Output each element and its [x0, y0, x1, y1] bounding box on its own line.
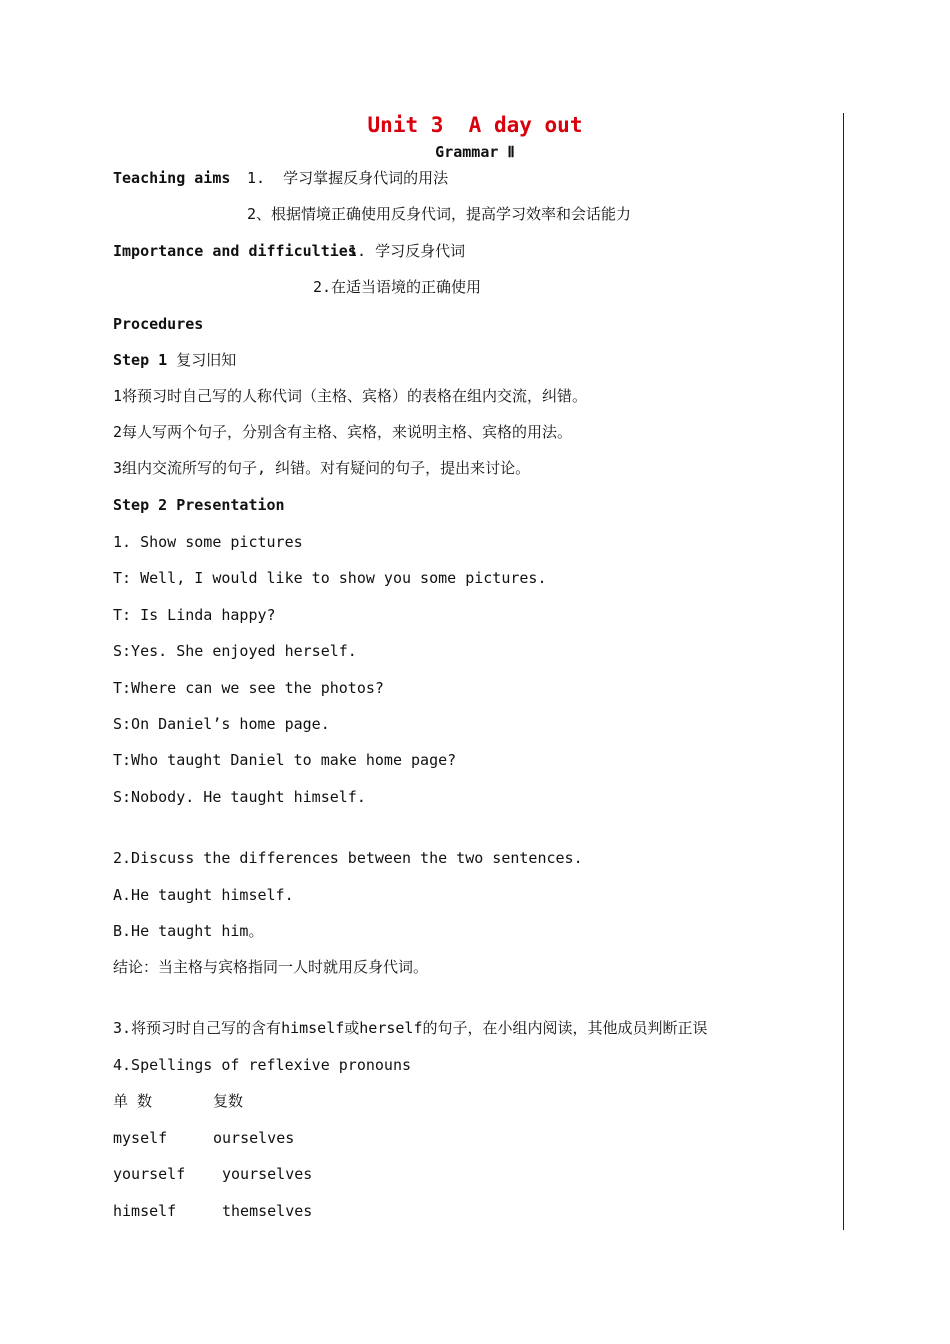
conclusion-line: 结论：当主格与宾格指同一人时就用反身代词。 — [113, 958, 429, 976]
procedure-item-4: 4.Spellings of reflexive pronouns — [113, 1056, 412, 1074]
step1-label: Step 1 — [113, 351, 168, 369]
step2-line: S:On Daniel’s home page. — [113, 715, 330, 733]
importance-item-1: 1. 学习反身代词 — [339, 242, 466, 260]
teaching-aim-1: 1. 学习掌握反身代词的用法 — [247, 169, 449, 187]
step2-line: T:Where can we see the photos? — [113, 679, 384, 697]
discuss-line: A.He taught himself. — [113, 886, 294, 904]
importance-label: Importance and difficulties — [113, 242, 357, 260]
step2-line: S:Yes. She enjoyed herself. — [113, 642, 357, 660]
table-header-plural: 复数 — [213, 1092, 244, 1110]
discuss-line: 2.Discuss the differences between the two sentences. — [113, 849, 583, 867]
step2-heading: Step 2 Presentation — [113, 496, 285, 514]
step2-line: T: Is Linda happy? — [113, 606, 276, 624]
pronoun-plural: ourselves — [213, 1129, 295, 1147]
pronoun-plural: yourselves — [222, 1165, 313, 1183]
step1-line: 1将预习时自己写的人称代词（主格、宾格）的表格在组内交流，纠错。 — [113, 387, 588, 405]
discuss-line: B.He taught him。 — [113, 922, 264, 940]
page-title: Unit 3 A day out — [367, 113, 583, 137]
step2-line: T: Well, I would like to show you some pictures. — [113, 569, 547, 587]
table-header-singular: 单 数 — [113, 1092, 153, 1110]
pronoun-singular: yourself — [113, 1165, 186, 1183]
step2-line: T:Who taught Daniel to make home page? — [113, 751, 457, 769]
teaching-aim-2: 2、根据情境正确使用反身代词，提高学习效率和会话能力 — [247, 205, 632, 223]
page-subtitle: Grammar Ⅱ — [435, 143, 515, 161]
step1-heading — [113, 350, 236, 370]
step1-line: 2每人写两个句子，分别含有主格、宾格，来说明主格、宾格的用法。 — [113, 423, 573, 441]
procedure-item-3: 3.将预习时自己写的含有himself或herself的句子，在小组内阅读，其他成员判断正误 — [113, 1019, 708, 1037]
teaching-aims-label: Teaching aims — [113, 169, 231, 187]
procedures-heading: Procedures — [113, 315, 204, 333]
pronoun-singular: himself — [113, 1202, 177, 1220]
importance-item-2: 2.在适当语境的正确使用 — [313, 278, 482, 296]
step2-line: 1. Show some pictures — [113, 533, 303, 551]
step2-line: S:Nobody. He taught himself. — [113, 788, 366, 806]
pronoun-plural: themselves — [222, 1202, 313, 1220]
step1-line: 3组内交流所写的句子, 纠错。对有疑问的句子，提出来讨论。 — [113, 459, 531, 477]
page-right-rule — [843, 113, 844, 1230]
pronoun-singular: myself — [113, 1129, 168, 1147]
step1-title: 复习旧知 — [167, 351, 237, 369]
